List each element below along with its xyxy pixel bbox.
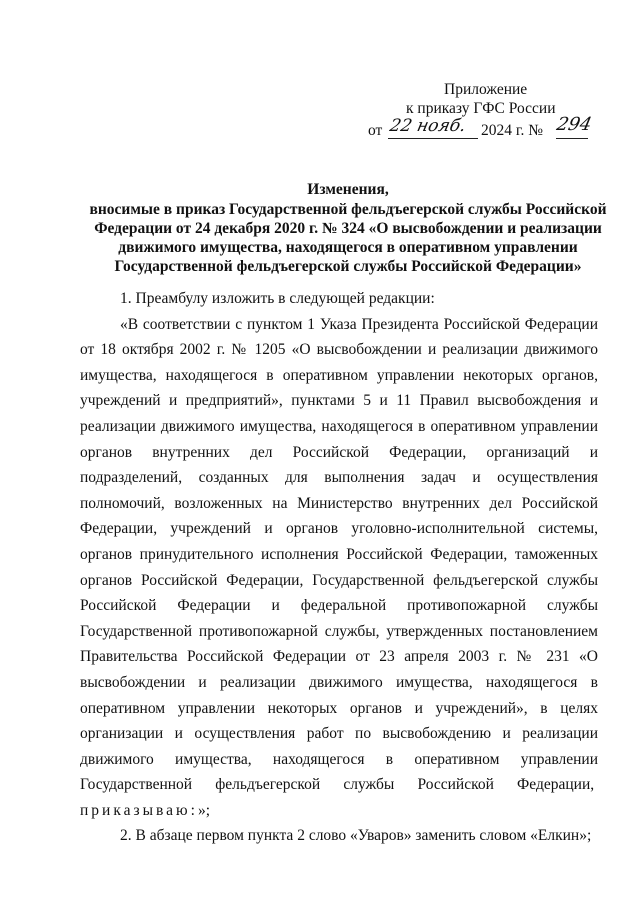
order-word: приказываю: xyxy=(80,801,198,819)
handwritten-number: 294 xyxy=(554,114,594,135)
item-1-paragraph: 1. Преамбулу изложить в следующей редакции: xyxy=(120,290,435,307)
preamble-quote-text: «В соответствии с пунктом 1 Указа Президента Российской Федерации от 18 октября 2002 г. № 1205 «О высвобождении и реализации движимого имущества, находящегося в оперативном управлении некоторых органов, учреждений и предприятий», пунктами 5 и 11 Правил высвобождения и реализации движимого имущества, находящегося в оперативном управлении органов внутренних дел Российской Федерации, организаций и подразделений, созданных для выполнения задач и осуществления полномочий, возложенных на Министерство внутренних дел Российской Федерации, учреждений и органов уголовно-исполнительной системы, органов принудительного исполнения Российской Федерации, таможенных органов Российской Федерации, Государственной фельдъегерской службы Российской Федерации и федеральной противопожарной службы Государственной противопожарной службы, утвержденных постановлением Правительства Российской Федерации от 23 апреля 2003 г. № 231 «О высвобождении и реализации движимого имущества, находящегося в оперативном управлении некоторых органов и учреждений», в целях организации и осуществления работ по высвобождению и реализации движимого имущества, находящегося в оперативном управлении Государственной фельдъегерской службы Российской Федерации, xyxy=(80,315,598,794)
from-label: от xyxy=(368,122,383,139)
date-underline xyxy=(388,138,478,139)
number-underline xyxy=(556,138,588,139)
document-title xyxy=(80,180,616,276)
title-heading: Изменения, xyxy=(307,181,389,198)
quote-close: »; xyxy=(197,801,210,819)
title-line: Государственной фельдъегерской службы Российской Федерации» xyxy=(114,258,582,275)
appendix-header xyxy=(360,80,600,141)
title-line: вносимые в приказ Государственной фельдъегерской службы Российской xyxy=(89,201,607,218)
order-reference: к приказу ГФС России xyxy=(406,100,556,117)
year-number-label: 2024 г. № xyxy=(481,122,544,139)
document-body xyxy=(80,286,598,849)
preamble-quote-paragraph xyxy=(80,312,598,824)
title-line: движимого имущества, находящегося в оперативном управлении xyxy=(118,239,578,256)
title-line: Федерации от 24 декабря 2020 г. № 324 «О высвобождении и реализации xyxy=(94,220,602,237)
order-date-line xyxy=(360,114,600,141)
appendix-label: Приложение xyxy=(444,81,528,98)
item-2-paragraph: 2. В абзаце первом пункта 2 слово «Уваров» заменить словом «Елкин»; xyxy=(120,827,592,845)
handwritten-date: 22 нояб. xyxy=(387,116,468,136)
